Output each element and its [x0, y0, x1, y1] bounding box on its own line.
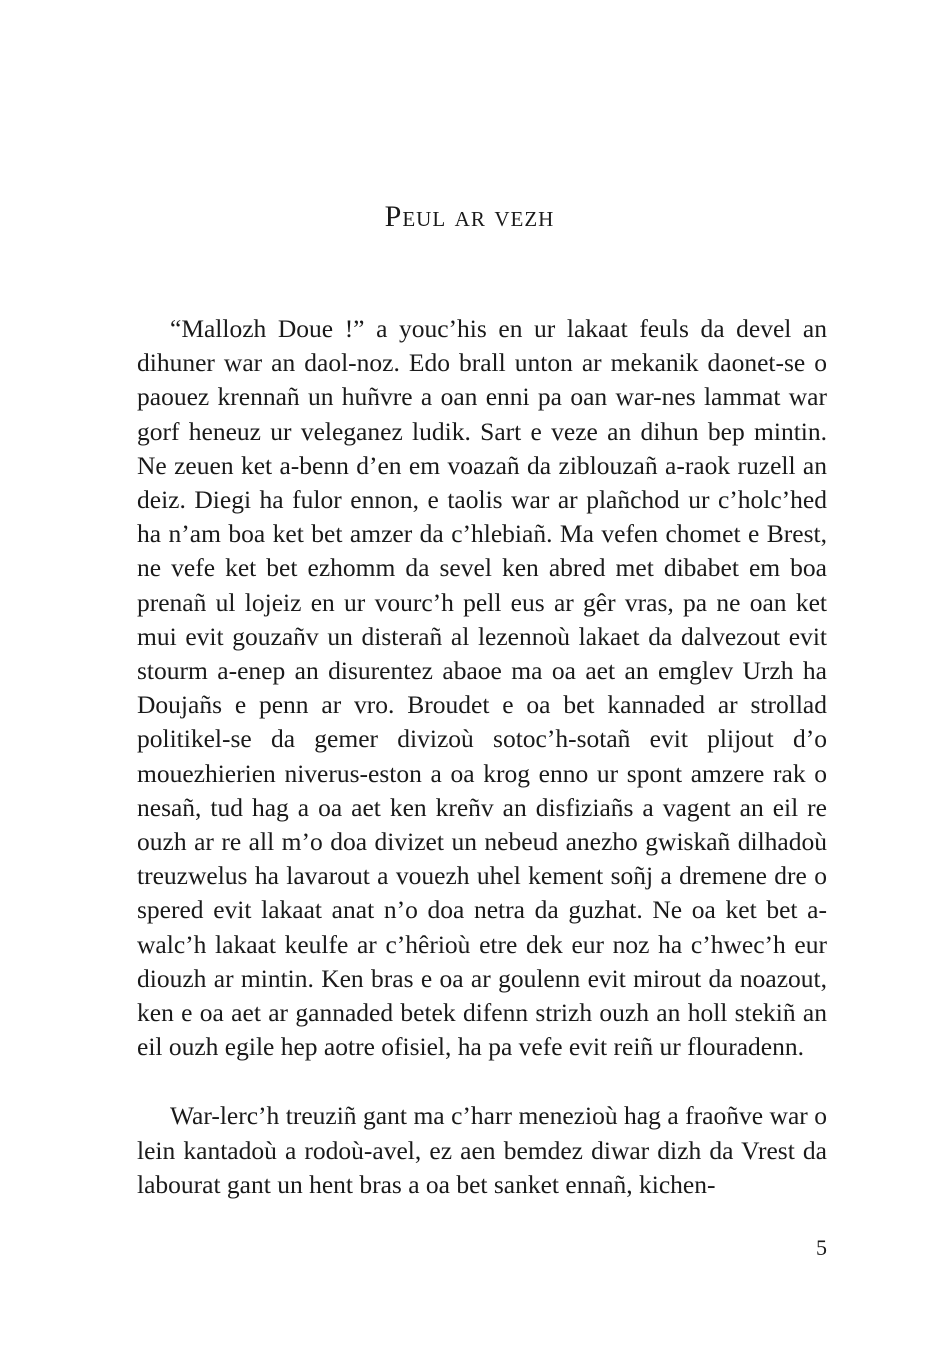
paragraph-1: “Mallozh Doue !” a youc’his en ur lakaat feuls da devel an dihuner war an daol-noz. Edo brall unton ar mekanik daonet-se o paouez krennañ un huñvre a oan enni pa oan war-nes lammat war gorf heneuz ur veleganez ludik. Sart e veze an dihun bep mintin. Ne zeuen ket a-benn d’en em voazañ da ziblouzañ a-raok ruzell an deiz. Diegi ha fulor ennon, e taolis war ar plañchod ur c’holc’hed ha n’am boa ket bet amzer da c’hlebiañ. Ma vefen chomet e Brest, ne vefe ket bet ezhomm da sevel ken abred met dibabet em boa prenañ ul lojeiz en ur vourc’h pell eus ar gêr vras, pa ne oan ket mui evit gouzañv un disterañ al lezennoù lakaet da dalvezout evit stourm a-enep an disurentez abaoe ma oa aet an emglev Urzh ha Doujañs e penn ar vro. Broudet e oa bet kannaded ar strollad politikel-se da gemer divizoù sotoc’h-sotañ evit plijout d’o mouezhierien niverus-eston a oa krog enno ur spont amzere rak o nesañ, tud hag a oa aet ken kreñv an disfiziañs a vagent an eil re ouzh ar re all m’o doa divizet un nebeud anezho gwiskañ dilhadoù treuzwelus ha lavarout a vouezh uhel kement soñj a dremene dre o spered evit lakaat anat n’o doa netra da guzhat. Ne oa ket bet a-walc’h lakaat keulfe ar c’hêrioù etre dek eur noz ha c’hwec’h eur diouzh ar mintin. Ken bras e oa ar goulenn evit mirout da noazout, ken e oa aet ar gannaded betek difenn strizh ouzh an holl stekiñ an eil ouzh egile hep aotre ofisiel, ha pa vefe evit reiñ ur flouradenn. — [137, 314, 827, 1062]
page-number: 5 — [816, 1235, 827, 1260]
body-text — [137, 312, 827, 1202]
chapter-title: Peul ar vezh — [384, 200, 555, 233]
paragraph-2: War-lerc’h treuziñ gant ma c’harr menezioù hag a fraoñve war o lein kantadoù a rodoù-avel, ez aen bemdez diwar dizh da Vrest da labourat gant un hent bras a oa bet sanket ennañ, kichen- — [137, 1101, 827, 1199]
